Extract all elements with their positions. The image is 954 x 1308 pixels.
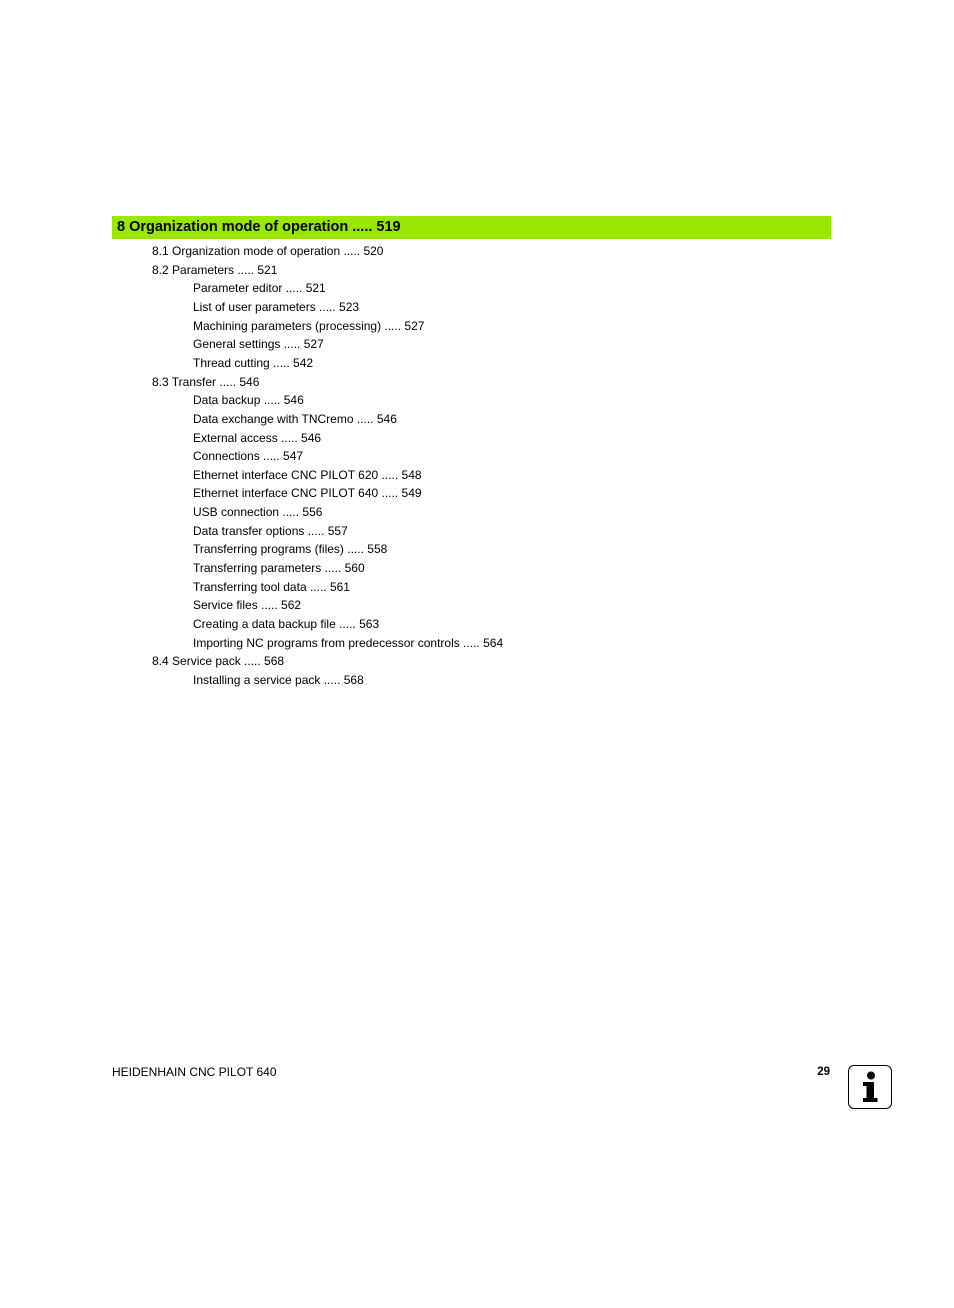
toc-subsection-entry[interactable]: Creating a data backup file ..... 563: [193, 617, 380, 631]
toc-subsection-entry[interactable]: Data backup ..... 546: [193, 393, 304, 408]
toc-subsection-entry[interactable]: Installing a service pack ..... 568: [193, 673, 364, 687]
toc-subsection-entry[interactable]: Ethernet interface CNC PILOT 620 ..... 548: [193, 467, 422, 482]
toc-subsection-entry[interactable]: Transferring tool data ..... 561: [193, 579, 350, 594]
toc-section-entry[interactable]: 8.1 Organization mode of operation ..... 520: [152, 244, 384, 258]
toc-section-entry[interactable]: 8.2 Parameters ..... 521: [152, 262, 278, 277]
toc-subsection-entry[interactable]: USB connection ..... 556: [193, 505, 323, 520]
toc-subsection-entry[interactable]: Data exchange with TNCremo ..... 546: [193, 411, 397, 426]
info-icon: [848, 1065, 892, 1109]
toc-subsection-entry[interactable]: Ethernet interface CNC PILOT 640 ..... 549: [193, 486, 422, 501]
toc-subsection-entry[interactable]: Importing NC programs from predecessor controls ..... 564: [193, 635, 504, 650]
toc-subsection-entry[interactable]: Connections ..... 547: [193, 449, 304, 464]
toc-subsection-entry[interactable]: Machining parameters (processing) ..... 527: [193, 318, 425, 333]
toc-subsection-entry[interactable]: Thread cutting ..... 542: [193, 355, 314, 370]
toc-subsection-entry[interactable]: Parameter editor ..... 521: [193, 281, 326, 296]
toc-subsection-entry[interactable]: Service files ..... 562: [193, 598, 302, 613]
toc-subsection-entry[interactable]: Data transfer options ..... 557: [193, 523, 348, 538]
toc-subsection-entry[interactable]: Transferring parameters ..... 560: [193, 561, 365, 575]
toc-subsection-entry[interactable]: External access ..... 546: [193, 430, 322, 445]
page-number: 29: [817, 1066, 830, 1078]
chapter-heading-bar: [112, 216, 831, 239]
toc-subsection-entry[interactable]: General settings ..... 527: [193, 337, 324, 352]
chapter-title[interactable]: 8 Organization mode of operation ..... 519: [117, 219, 401, 235]
toc-subsection-entry[interactable]: List of user parameters ..... 523: [193, 299, 360, 314]
toc-subsection-entry[interactable]: Transferring programs (files) ..... 558: [193, 542, 388, 557]
toc-section-entry[interactable]: 8.4 Service pack ..... 568: [152, 654, 285, 669]
toc-section-entry[interactable]: 8.3 Transfer ..... 546: [152, 374, 260, 389]
footer-product-name: HEIDENHAIN CNC PILOT 640: [112, 1065, 277, 1079]
